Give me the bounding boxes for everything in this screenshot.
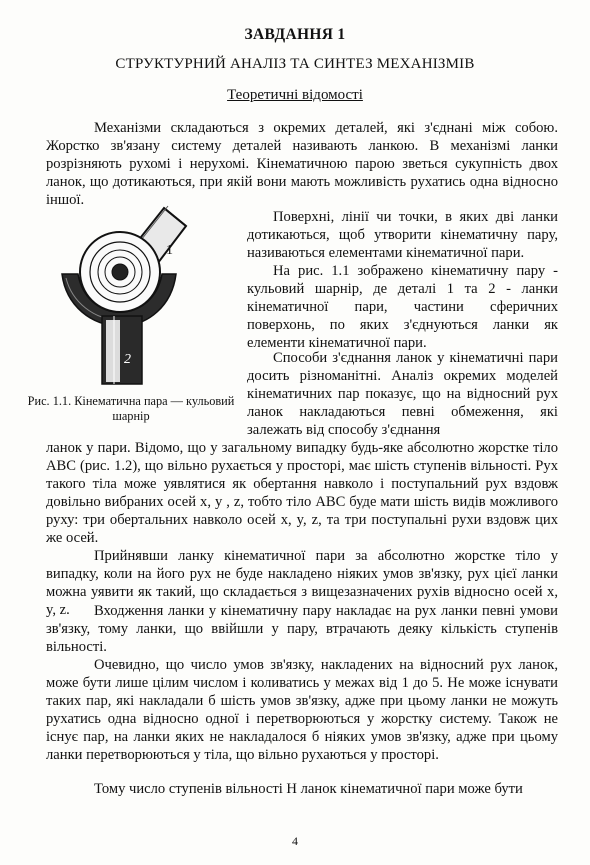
page-number: 4 <box>292 834 298 848</box>
ball <box>80 232 160 312</box>
paragraph-constraints: Входження ланки у кінематичну пару накладає на рух ланки певні умови зв'язку, тому ланки, що ввійшли у пару, втрачають деяку кількість ступенів вільності. <box>46 603 558 655</box>
ball-joint-figure <box>44 198 234 388</box>
paragraph-mechanisms: Механізми складаються з окремих деталей, які з'єднані між собою. Жорстко зв'язану систему деталей називають ланкою. В механізмі ланки розрізняють рухомі і нерухомі. Кінематичною парою зветься сукупність двох ланок, що дотикаються, при якій вони мають можливість рухатись одна відносно іншої. <box>46 120 558 208</box>
paragraph-constraint-count: Очевидно, що число умов зв'язку, накладених на відносний рух ланок, може бути лише цілим числом і коливатись у межах від 1 до 5. Не може існувати таких пар, які накладали б шість умов зв'язку, адже при цьому ланки не можуть рухатись одна відносно одної і перетворюються у жорстку систему. Також не існує пар, на ланки яких не накладалося б ніяких умов зв'язку, адже при цьому ланки перетворюються у тіла, що вільно рухаються у просторі. <box>46 657 558 763</box>
paragraph-connection-methods: Способи з'єднання ланок у кінематичні пари досить різноманітні. Аналіз окремих моделей кінематичних пар показує, що на відносний рух ланок накладаються певні обмеження, які залежать від способу з'єднання <box>247 350 558 438</box>
link-2-stem <box>102 316 142 384</box>
task-title: ЗАВДАННЯ 1 <box>244 26 346 43</box>
figure-label-2: 2 <box>124 352 131 367</box>
figure-caption: Рис. 1.1. Кінематична пара — кульовий шарнір <box>27 394 235 423</box>
paragraph-rigid-body: Прийнявши ланку кінематичної пари за абсолютно жорстке тіло у випадку, коли на його рух не буде накладено ніяких умов зв'язку, рух цієї ланки можна уявити як такий, що складається з вищезазначених рухів відносно осей x, y, z. <box>46 548 558 618</box>
figure-label-1: 1 <box>166 243 173 258</box>
paragraph-degrees-freedom: ланок у пари. Відомо, що у загальному випадку будь-яке абсолютно жорстке тіло АВС (рис. 1.2), що вільно рухається у просторі, має шість ступенів вільності. Рух такого тіла може уявлятися як обертання навколо і поступальний рух вздовж довільно вибраних осей x, y , z, тобто тіло АВС буде мати шість видів можливого руху: три обертальних навколо осей x, y, z, та три поступальні рухи вздовж цих же осей. <box>46 440 558 546</box>
paragraph-dof-number: Тому число ступенів вільності H ланок кінематичної пари може бути <box>94 781 523 797</box>
section-title: СТРУКТУРНИЙ АНАЛІЗ ТА СИНТЕЗ МЕХАНІЗМІВ <box>115 56 475 72</box>
theory-subtitle <box>0 87 590 104</box>
paragraph-figure-ref: На рис. 1.1 зображено кінематичну пару - кульовий шарнір, де деталі 1 та 2 - ланки кінематичної пари, частини сферичних поверхонь, по яких з'єднуються ланки як елементи кінематичної пари. <box>247 263 558 351</box>
theory-subtitle-text: Теоретичні відомості <box>227 87 363 103</box>
paragraph-elements: Поверхні, лінії чи точки, в яких дві ланки дотикаються, щоб утворити кінематичну пару, називаються елементами кінематичної пари. <box>247 209 558 261</box>
